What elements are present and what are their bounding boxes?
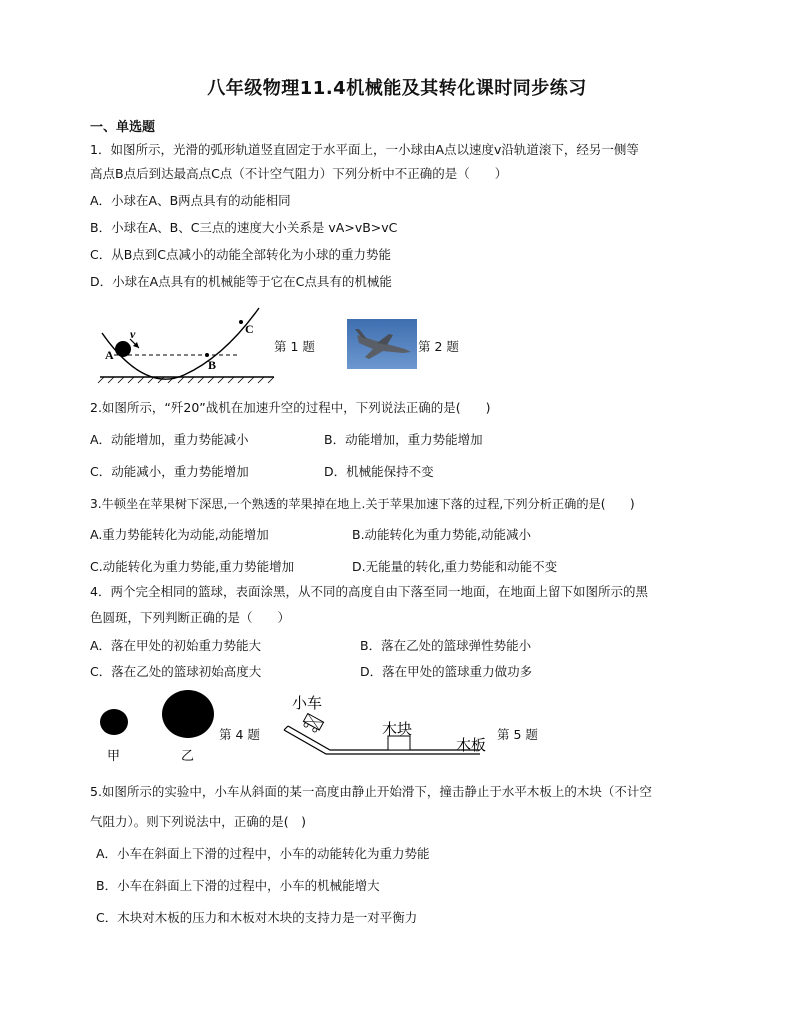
q5-stem-line1: 5.如图所示的实验中，小车从斜面的某一高度由静止开始滑下，撞击静止于水平木板上的木块（不计空 — [90, 784, 652, 799]
q1-option-c: C．从B点到C点减小的动能全部转化为小球的重力势能 — [90, 247, 392, 262]
q1-option-d: D．小球在A点具有的机械能等于它在C点具有的机械能 — [90, 274, 392, 289]
q4-stem-line2: 色圆斑，下列判断正确的是（ ） — [90, 610, 291, 625]
q4-stem-line1: 4．两个完全相同的篮球，表面涂黑，从不同的高度自由下落至同一地面，在地面上留下如图所示的黑 — [90, 584, 648, 599]
figure-2-caption: 第 2 题 — [418, 339, 459, 354]
label-a: A — [105, 348, 114, 362]
cart — [302, 714, 324, 734]
figure-4-caption: 第 4 题 — [219, 727, 260, 742]
figure-5-caption: 第 5 题 — [497, 727, 538, 742]
figure-5-incline-experiment — [280, 690, 495, 770]
q5-option-c: C．木块对木板的压力和木板对木块的支持力是一对平衡力 — [96, 910, 418, 925]
q3-option-c: C.动能转化为重力势能,重力势能增加 — [90, 559, 295, 574]
page-title: 八年级物理11.4机械能及其转化课时同步练习 — [207, 78, 587, 99]
q5-option-a: A．小车在斜面上下滑的过程中，小车的动能转化为重力势能 — [96, 846, 430, 861]
q1-stem-line1: 1．如图所示，光滑的弧形轨道竖直固定于水平面上，一小球由A点以速度v沿轨道滚下，经另一侧等 — [90, 142, 639, 157]
figure-1-track-diagram — [94, 305, 279, 385]
q3-stem: 3.牛顿坐在苹果树下深思,一个熟透的苹果掉在地上.关于苹果加速下落的过程,下列分析正确的是( ) — [90, 497, 635, 511]
figure-2-jet-photo — [347, 319, 417, 369]
q5-stem-line2: 气阻力）。则下列说法中，正确的是( ) — [90, 814, 307, 829]
label-c: C — [245, 322, 254, 336]
q3-option-d: D.无能量的转化,重力势能和动能不变 — [352, 559, 558, 574]
spot-yi — [162, 690, 214, 738]
q5-option-b: B．小车在斜面上下滑的过程中，小车的机械能增大 — [96, 878, 380, 893]
figure-1-caption: 第 1 题 — [274, 339, 315, 354]
q2-option-c: C．动能减小，重力势能增加 — [90, 464, 249, 479]
label-jia: 甲 — [107, 749, 121, 764]
label-b: B — [208, 358, 217, 372]
spot-jia — [100, 709, 128, 735]
q1-option-b: B．小球在A、B、C三点的速度大小关系是 vA>vB>vC — [90, 220, 398, 235]
q1-option-a: A．小球在A、B两点具有的动能相同 — [90, 193, 291, 208]
q2-option-a: A．动能增加，重力势能减小 — [90, 432, 249, 447]
q4-option-c: C．落在乙处的篮球初始高度大 — [90, 664, 262, 679]
ball — [115, 341, 131, 357]
label-board: 木板 — [456, 736, 487, 754]
q1-stem-line2: 高点B点后到达最高点C点（不计空气阻力）下列分析中不正确的是（ ） — [90, 166, 508, 181]
label-car: 小车 — [292, 694, 323, 712]
q4-option-d: D．落在甲处的篮球重力做功多 — [360, 664, 533, 679]
q4-option-b: B．落在乙处的篮球弹性势能小 — [360, 638, 532, 653]
q4-option-a: A．落在甲处的初始重力势能大 — [90, 638, 262, 653]
q2-option-d: D．机械能保持不变 — [324, 464, 434, 479]
q2-option-b: B．动能增加，重力势能增加 — [324, 432, 483, 447]
label-yi: 乙 — [181, 749, 195, 764]
q2-stem: 2.如图所示，“歼20”战机在加速升空的过程中，下列说法正确的是( ) — [90, 400, 491, 415]
wood-block — [388, 736, 410, 750]
section-heading: 一、单选题 — [90, 120, 156, 135]
figure-4-ball-marks — [95, 690, 225, 770]
q3-option-a: A.重力势能转化为动能,动能增加 — [90, 527, 269, 542]
q3-option-b: B.动能转化为重力势能,动能减小 — [352, 527, 532, 542]
label-block: 木块 — [382, 720, 413, 738]
label-v: v — [130, 327, 136, 341]
